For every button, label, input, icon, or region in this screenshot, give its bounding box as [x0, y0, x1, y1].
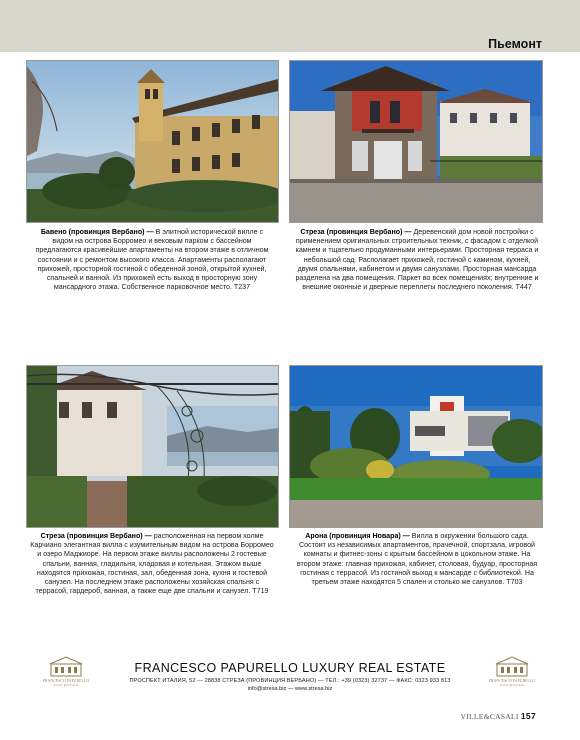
photo-baveno-villa	[26, 60, 279, 223]
caption-text: Деревенский дом новой постройки с применением оригинальных строительных техник, с фасадом с отделкой камнем и тщательно продуманными интерьерами. Просторная терраса и небольшой сад. Располагает прихожей, гостиной с камином, кухней, двумя спальнями, кабинетом и двумя санузлами. Просторная мансарда разделена на два помещения. Паркет во всех помещениях; внутренние и внешние оконные и дверные переплеты последнего поколения. T447	[295, 228, 539, 292]
caption-arona	[294, 532, 540, 587]
magazine-name: VILLE&CASALI	[460, 712, 519, 721]
region-title: Пьемонт	[488, 37, 542, 51]
logo-subtext: Luxury Real Estate	[499, 683, 525, 687]
caption-text: расположенная на первом холме Карчиано элегантная вилла с изумительным видом на острова Борромео и озеро Маджиоре. На первом этаже виллы расположены 2 гостевые спальни, ванная, гладильня, кладовая и котельная. Этажом выше находятся прихожая, гостиная, зал, обеденная зона, кухня и гостевой санузел. На последнем этаже расположены хозяйская спальня с террасой, гардероб, ванная, а также еще две спальни и санузел. T719	[30, 532, 274, 596]
caption-text: В элитной исторической вилле с видом на острова Борромео и вековым парком с бассейном предлагаются красивейшие апартаменты на втором этаже в отличном состоянии и с ремонтом высокого класса. Апартаменты располагают прихожей, просторной гостиной с обеденной зоной, открытой кухней, спальней и ванной. Из прихожей есть выход в просторную зону мансардного этажа. Собственное парковочное место. T237	[35, 228, 269, 292]
company-logo-left	[36, 656, 96, 700]
company-block	[100, 661, 480, 692]
caption-text: Вилла в окружении большого сада. Состоит из независимых апартаментов, прачечной, спортзала, игровой комнаты и фитнес-зоны с крытым бассейном в цокольном этаже. На втором этаже: главная прихожая, кабинет, столовая, будуар, просторная гостиная с террасой. Из гостиной выход к мансарде с библиотекой. На третьем этаже находятся 5 спален и столько же санузлов. T703	[296, 532, 538, 587]
logo-text: FRANCESCO PAPURELLO	[488, 679, 536, 683]
caption-stresa-house	[294, 228, 540, 292]
caption-baveno	[30, 228, 274, 292]
caption-location: Бавено (провинция Вербано) —	[40, 228, 154, 236]
caption-location: Арона (провинция Новара) —	[305, 532, 410, 540]
caption-location: Стреза (провинция Вербано) —	[300, 228, 412, 236]
caption-stresa-villa	[30, 532, 274, 596]
logo-subtext: Luxury Real Estate	[53, 683, 79, 687]
building-logo-icon	[495, 656, 529, 678]
company-logo-right	[482, 656, 542, 700]
page-number: 157	[520, 711, 536, 721]
company-address: ПРОСПЕКТ ИТАЛИЯ, 52 — 28838 СТРЕЗА (ПРОВИНЦИЯ ВЕРБАНО) — ТЕЛ.: +39 (0323) 32737 — ФАКС: 0323 933 813	[129, 678, 451, 684]
photo-stresa-pergola	[26, 365, 279, 528]
photo-arona-villa	[289, 365, 543, 528]
company-name: FRANCESCO PAPURELLO LUXURY REAL ESTATE	[134, 661, 446, 675]
logo-text: FRANCESCO PAPURELLO	[42, 679, 90, 683]
page-footer	[461, 711, 536, 721]
company-contacts: info@stresa.biz — www.stresa.biz	[247, 686, 333, 692]
caption-location: Стреза (провинция Вербано) —	[40, 532, 152, 540]
photo-stresa-house	[289, 60, 543, 223]
building-logo-icon	[49, 656, 83, 678]
